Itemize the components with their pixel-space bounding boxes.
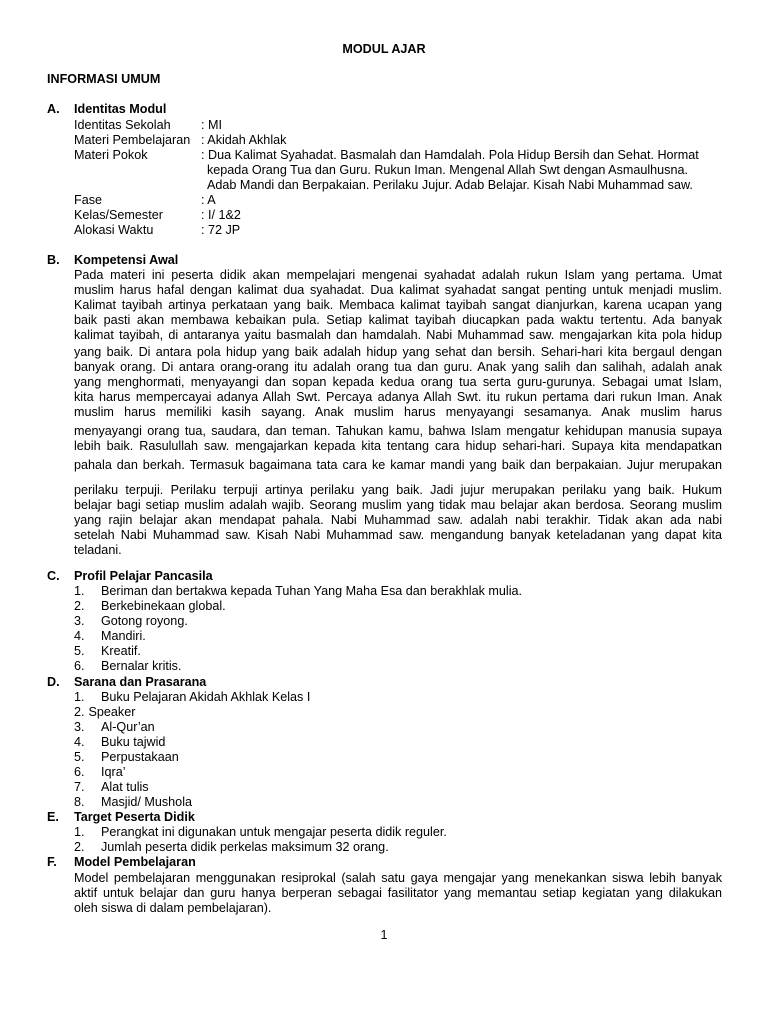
list-item (74, 750, 722, 765)
paragraph-line: Kalimat tayibah artinya perkataan yang baik. Membaca kalimat tayibah sangat dianjurkan, karena ucapan yang (74, 298, 722, 312)
section-e-heading (47, 810, 195, 825)
item-number: 6. (74, 765, 85, 779)
item-number: 4. (74, 735, 85, 749)
row-value: Adab Mandi dan Berpakaian. Perilaku Jujur. Adab Belajar. Kisah Nabi Muhammad saw. (207, 178, 693, 192)
item-text: Buku Pelajaran Akidah Akhlak Kelas I (101, 690, 311, 704)
list-item (74, 599, 722, 614)
paragraph-line: menyayangi orang tua, saudara, dan teman. Tahukan kamu, bahwa Islam mengatur kehidupan manusia supaya (74, 424, 722, 438)
item-number: 2. (74, 599, 85, 613)
paragraph-line: yang menghormati, menyayangi dan sopan kepada kedua orang tua serta guru-gurunya. Sebagai umat Islam, (74, 375, 722, 389)
paragraph-line: aktif untuk belajar dan guru hanya berperan sebagai fasilitator yang memantau setiap kegiatan yang dilakukan (74, 886, 722, 900)
sarana-prasarana-list (74, 690, 722, 810)
paragraph-line: Pada materi ini peserta didik akan mempelajari mengenai syahadat adalah rukun Islam yang pertama. Umat (74, 268, 722, 282)
page-number: 1 (380, 928, 388, 942)
item-text: Al-Qur’an (101, 720, 155, 734)
item-text: Iqra’ (101, 765, 126, 779)
paragraph-line: banyak orang. Di antara orang-orang itu adalah orang tua dan guru. Anak yang salih dan salihah, adalah anak (74, 360, 722, 374)
item-number: 1. (74, 690, 85, 704)
list-item (74, 690, 722, 705)
target-peserta-list (74, 825, 722, 855)
item-number: 3. (74, 720, 85, 734)
model-pembelajaran-paragraph (74, 871, 722, 916)
section-letter: B. (47, 253, 60, 267)
row-key: Alokasi Waktu (74, 223, 154, 237)
item-number: 2. (74, 840, 85, 854)
section-a-heading (47, 102, 166, 117)
row-key: Identitas Sekolah (74, 118, 171, 132)
item-text: Alat tulis (101, 780, 149, 794)
item-text: Perpustakaan (101, 750, 179, 764)
identity-row (74, 118, 722, 133)
paragraph-line: belajar bagi setiap muslim adalah wajib. Seorang muslim yang tidak mau belajar akan berdosa. Seorang muslim (74, 498, 722, 512)
list-item (74, 659, 722, 674)
paragraph-line: setelah Nabi Muhammad saw. Kisah Nabi Muhammad saw. mengandung banyak keteladanan yang dapat kita (74, 528, 722, 542)
item-text: Berkebinekaan global. (101, 599, 226, 613)
list-item (74, 720, 722, 735)
paragraph-line: baik pasti akan membawa kebaikan pula. Setiap kalimat tayibah diucapkan pada waktu tertentu. Ada banyak (74, 313, 722, 327)
identity-row (74, 133, 722, 148)
section-title: Identitas Modul (74, 102, 167, 116)
item-number: 5. (74, 644, 85, 658)
row-key: Fase (74, 193, 102, 207)
identitas-modul-table (74, 118, 722, 238)
item-text: Beriman dan bertakwa kepada Tuhan Yang Maha Esa dan berakhlak mulia. (101, 584, 522, 598)
section-letter: D. (47, 675, 60, 689)
item-number: 1. (74, 584, 85, 598)
paragraph-line: muslim harus memiliki kasih sayang. Anak muslim harus menyayangi sesamanya. Anak muslim harus (74, 405, 722, 419)
row-value: : Dua Kalimat Syahadat. Basmalah dan Hamdalah. Pola Hidup Bersih dan Sehat. Hormat (201, 148, 699, 162)
section-letter: E. (47, 810, 59, 824)
list-item (74, 629, 722, 644)
item-number: 6. (74, 659, 85, 673)
paragraph-line: kalimat tayibah, di antaranya yaitu basmalah dan hamdalah. Nabi Muhammad saw. mengajarkan kita pola hidup (74, 328, 722, 342)
identity-row (74, 148, 722, 193)
profil-pelajar-list (74, 584, 722, 674)
item-text: Jumlah peserta didik perkelas maksimum 32 orang. (101, 840, 389, 854)
list-item (74, 735, 722, 750)
identity-row (74, 208, 722, 223)
section-title: Profil Pelajar Pancasila (74, 569, 213, 583)
document-title: MODUL AJAR (342, 42, 426, 56)
paragraph-line: yang rajin belajar akan mendapat pahala. Nabi Muhammad saw. adalah nabi terakhir. Tidak akan ada nabi (74, 513, 722, 527)
item-text: Kreatif. (101, 644, 141, 658)
identity-row (74, 223, 722, 238)
section-letter: A. (47, 102, 60, 116)
row-value: kepada Orang Tua dan Guru. Rukun Iman. Mengenal Allah Swt dengan Asmaulhusna. (207, 163, 688, 177)
list-item (74, 644, 722, 659)
item-number: 7. (74, 780, 85, 794)
item-number: 4. (74, 629, 85, 643)
list-item (74, 825, 722, 840)
section-f-heading (47, 855, 196, 870)
list-item (74, 840, 722, 855)
paragraph-line: pahala dan berkah. Termasuk bagaimana tata cara ke kamar mandi yang baik dan berpakaian. Jujur merupakan (74, 458, 722, 472)
item-number: 2. (74, 705, 85, 719)
paragraph-line: muslim harus hafal dengan kalimat dua syahadat. Dua kalimat syahadat sangat penting untuk menjadi muslim. (74, 283, 722, 297)
section-title: Kompetensi Awal (74, 253, 179, 267)
item-text: Buku tajwid (101, 735, 166, 749)
item-text: Perangkat ini digunakan untuk mengajar peserta didik reguler. (101, 825, 447, 839)
section-c-heading (47, 569, 213, 584)
list-item (74, 765, 722, 780)
item-number: 1. (74, 825, 85, 839)
row-key: Materi Pembelajaran (74, 133, 191, 147)
kompetensi-awal-paragraph (74, 268, 722, 558)
paragraph-line: oleh siswa di dalam pembelajaran). (74, 901, 272, 915)
paragraph-line: perilaku terpuji. Perilaku terpuji artinya perilaku yang baik. Jadi jujur merupakan perilaku yang baik. Hukum (74, 483, 722, 497)
row-key: Kelas/Semester (74, 208, 163, 222)
paragraph-line: kita harus mempercayai adanya Allah Swt. Percaya adanya Allah Swt. itu rukun pertama dari rukun Iman. Anak (74, 390, 722, 404)
item-text: Speaker (88, 705, 136, 719)
row-value: : A (201, 193, 216, 207)
row-key: Materi Pokok (74, 148, 148, 162)
section-title: Target Peserta Didik (74, 810, 195, 824)
item-text: Gotong royong. (101, 614, 188, 628)
item-number: 3. (74, 614, 85, 628)
section-b-heading (47, 253, 178, 268)
section-d-heading (47, 675, 206, 690)
row-value: : Akidah Akhlak (201, 133, 287, 147)
identity-row (74, 193, 722, 208)
row-value: : 72 JP (201, 223, 241, 237)
paragraph-line: teladani. (74, 543, 122, 557)
list-item (74, 780, 722, 795)
section-title: Model Pembelajaran (74, 855, 196, 869)
paragraph-line: lebih baik. Rasulullah saw. mengajarkan kepada kita tentang cara hidup sehari-hari. Supaya kita mendapatkan (74, 439, 722, 453)
list-item (74, 614, 722, 629)
row-value: : MI (201, 118, 222, 132)
item-number: 5. (74, 750, 85, 764)
paragraph-line: Model pembelajaran menggunakan resiprokal (salah satu gaya mengajar yang menekankan siswa lebih banyak (74, 871, 722, 885)
list-item (74, 705, 722, 720)
item-text: Masjid/ Mushola (101, 795, 192, 809)
section-title: Sarana dan Prasarana (74, 675, 207, 689)
item-number: 8. (74, 795, 85, 809)
section-letter: F. (47, 855, 57, 869)
item-text: Bernalar kritis. (101, 659, 182, 673)
list-item (74, 795, 722, 810)
item-text: Mandiri. (101, 629, 146, 643)
section-informasi-umum: INFORMASI UMUM (47, 72, 161, 86)
row-value: : I/ 1&2 (201, 208, 241, 222)
section-letter: C. (47, 569, 60, 583)
paragraph-line: yang baik. Di antara pola hidup yang baik adalah hidup yang sehat dan bersih. Sehari-hari kita bergaul dengan (74, 345, 722, 359)
list-item (74, 584, 722, 599)
